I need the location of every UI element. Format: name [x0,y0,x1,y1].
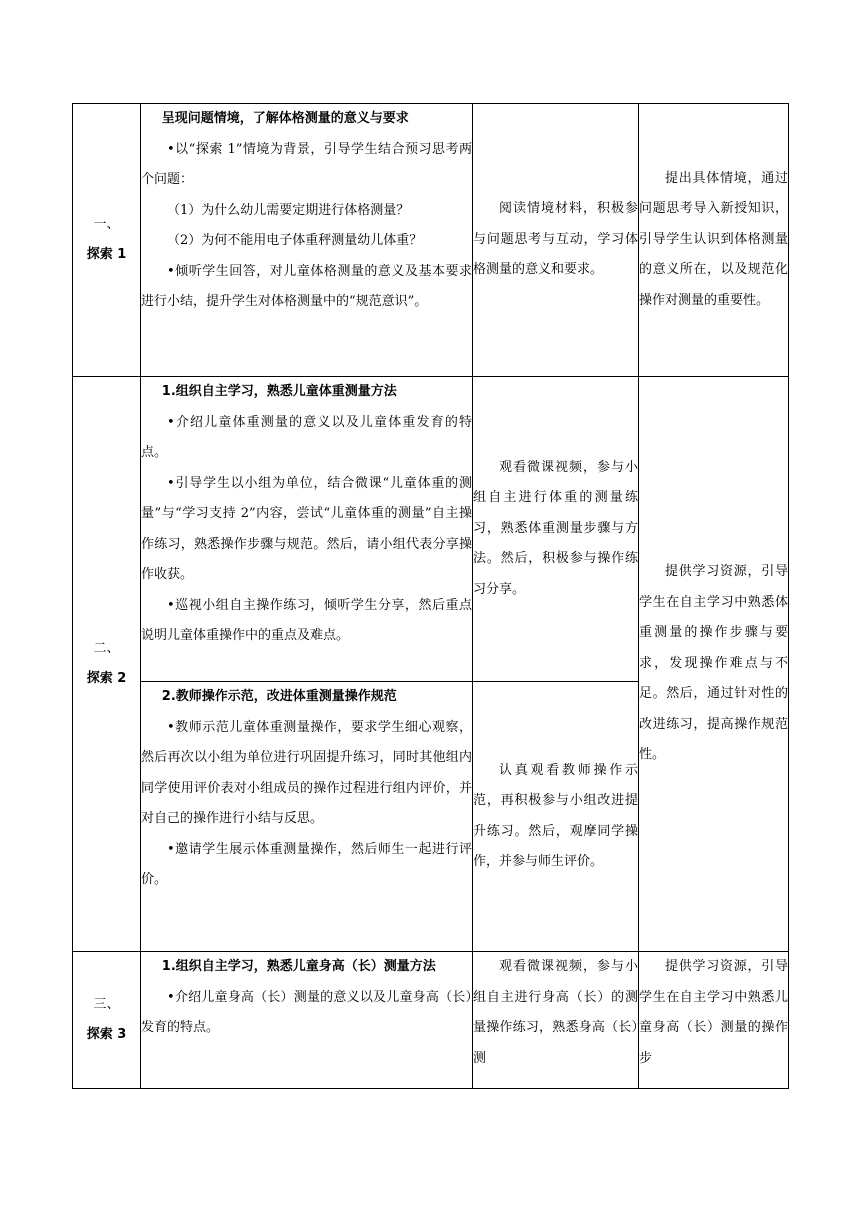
activity-line: •介绍儿童身高（长）测量的意义以及儿童身高（长）发育的特点。 [141,989,472,1035]
lesson-plan-table [72,103,789,1089]
activity-line: •介绍儿童体重测量的意义以及儿童体重发育的特点。 [141,414,472,460]
table-row [73,952,789,1089]
student-activity-text: 认真观看教师操作示范，再积极参与小组改进提升练习。然后，观摩同学操作，并参与师生评价。 [473,762,638,869]
stage-name: 探索 1 [86,247,127,262]
activity-line: （1）为什么幼儿需要定期进行体格测量？ [167,202,410,218]
stage-number: 二、 [93,641,120,656]
stage-number: 三、 [93,997,120,1012]
activity-line: •倾听学生回答，对儿童体格测量的意义及基本要求进行小结，提升学生对体格测量中的“规范意识”。 [141,263,472,309]
design-intent-cell [639,104,789,377]
teacher-activity-cell [141,952,473,1089]
stage-name: 探索 2 [86,671,127,686]
activity-line: （2）为何不能用电子体重秤测量幼儿体重？ [167,233,423,248]
design-intent-text: 提供学习资源，引导学生在自主学习中熟悉儿童身高（长）测量的操作步 [639,959,788,1066]
design-intent-text: 提供学习资源，引导学生在自主学习中熟悉体重测量的操作步骤与要求，发现操作难点与不足。然后，通过针对性的改进练习，提高操作规范性。 [639,564,788,763]
activity-heading: 1.组织自主学习，熟悉儿童体重测量方法 [161,384,397,399]
student-activity-text: 阅读情境材料，积极参与问题思考与互动，学习体格测量的意义和要求。 [473,201,638,278]
activity-line: •邀请学生展示体重测量操作，然后师生一起进行评价。 [141,841,472,887]
activity-line: •教师示范儿童体重测量操作，要求学生细心观察，然后再次以小组为单位进行巩固提升练习，同时其他组内同学使用评价表对小组成员的操作过程进行组内评价，并对自己的操作进行小结与反思。 [141,719,472,826]
activity-line: •引导学生以小组为单位，结合微课“儿童体重的测量”与“学习支持 2”内容，尝试“儿童体重的测量”自主操作练习，熟悉操作步骤与规范。然后，请小组代表分享操作收获。 [141,475,472,582]
student-activity-cell [473,104,639,377]
stage-name: 探索 3 [86,1027,127,1042]
student-activity-text: 观看微课视频，参与小组自主进行体重的测量练习，熟悉体重测量步骤与方法。然后，积极参与操作练习分享。 [473,459,638,597]
stage-cell [73,104,141,377]
stage-number: 一、 [93,217,120,232]
student-activity-cell [473,377,639,682]
activity-line: •以“探索 1”情境为背景，引导学生结合预习思考两个问题： [141,141,472,187]
student-activity-cell [473,952,639,1089]
student-activity-text: 观看微课视频，参与小组自主进行身高（长）的测量操作练习，熟悉身高（长）测 [473,959,638,1066]
activity-heading: 呈现问题情境，了解体格测量的意义与要求 [161,111,409,126]
design-intent-cell [639,377,789,952]
teacher-activity-cell [141,377,473,682]
teacher-activity-cell [141,104,473,377]
table-row [73,104,789,377]
activity-heading: 1.组织自主学习，熟悉儿童身高（长）测量方法 [161,959,436,974]
stage-cell [73,952,141,1089]
design-intent-text: 提出具体情境，通过问题思考导入新授知识，引导学生认识到体格测量的意义所在，以及规范化操作对测量的重要性。 [639,170,788,308]
teacher-activity-cell [141,682,473,952]
activity-line: •巡视小组自主操作练习，倾听学生分享，然后重点说明儿童体重操作中的重点及难点。 [141,597,472,643]
student-activity-cell [473,682,639,952]
table-row [73,377,789,682]
activity-heading: 2.教师操作示范，改进体重测量操作规范 [161,689,397,704]
stage-cell [73,377,141,952]
design-intent-cell [639,952,789,1089]
